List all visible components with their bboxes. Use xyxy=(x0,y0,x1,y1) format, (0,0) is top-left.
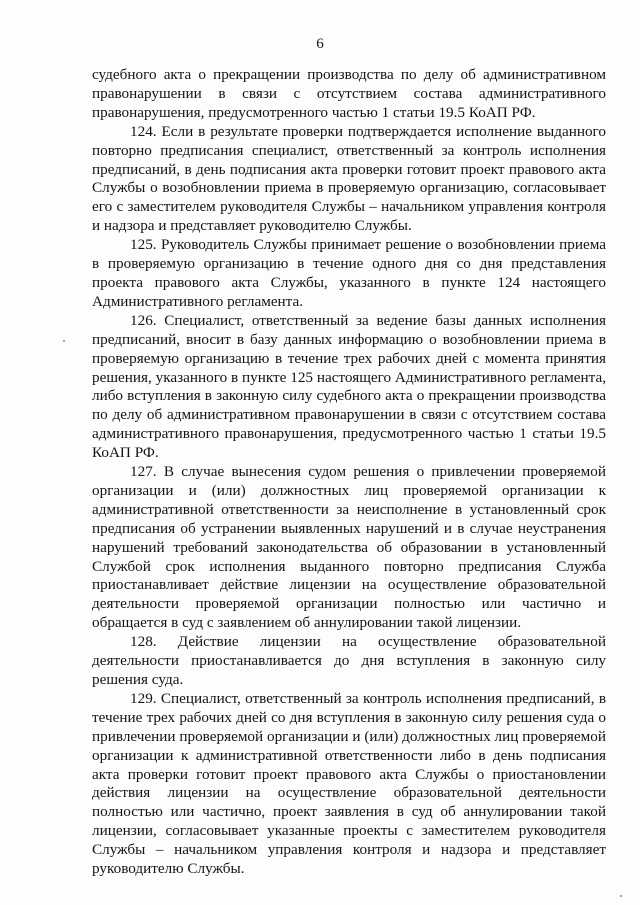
paragraph-126: 126. Специалист, ответственный за ведение базы данных исполнения предписаний, вносит в базу данных информацию о возобновлении приема в проверяемую организацию в течение трех рабочих дней с момента принятия решения, указанного в пункте 125 настоящего Административного регламента, либо вступления в законную силу судебного акта о прекращении производства по делу об административном правонарушении в связи с отсутствием состава административного правонарушения, предусмотренного частью 1 статьи 19.5 КоАП РФ. xyxy=(92,311,606,462)
paragraph-continuation: судебного акта о прекращении производства по делу об административном правонарушении в связи с отсутствием состава административного правонарушения, предусмотренного частью 1 статьи 19.5 КоАП РФ. xyxy=(92,66,606,121)
page-number: 6 xyxy=(316,36,324,52)
paragraph-128: 128. Действие лицензии на осуществление образовательной деятельности приостанавливается до дня вступления в законную силу решения суда. xyxy=(92,633,606,688)
paragraph-125: 125. Руководитель Службы принимает решение о возобновлении приема в проверяемую организацию в течение одного дня со дня представления проекта правового акта Службы, указанного в пункте 124 настоящего Административного регламента. xyxy=(92,236,606,310)
paragraph-129: 129. Специалист, ответственный за контроль исполнения предписаний, в течение трех рабочих дней со дня вступления в законную силу решения суда о привлечении проверяемой организации и (или) должностных лиц проверяемой организации к административной ответственности либо в день подписания акта проверки готовит проект правового акта Службы о приостановлении действия лицензии на осуществление образовательной деятельности полностью или частично, проект заявления в суд об аннулировании такой лицензии, согласовывает указанные проекты с заместителем руководителя Службы – начальником управления контроля и надзора и представляет руководителю Службы. xyxy=(92,689,606,878)
scan-speck xyxy=(63,340,65,342)
paragraph-124: 124. Если в результате проверки подтверждается исполнение выданного повторно предписания специалист, ответственный за контроль исполнения предписаний, в день подписания акта проверки готовит проект правового акта Службы о возобновлении приема в проверяемую организацию, согласовывает его с заместителем руководителя Службы – начальником управления контроля и надзора и представляет руководителю Службы. xyxy=(92,122,606,235)
document-body xyxy=(92,66,606,879)
paragraph-127: 127. В случае вынесения судом решения о привлечении проверяемой организации и (или) должностных лиц проверяемой организации к административной ответственности за неисполнение в установленный срок предписания об устранении выявленных нарушений и в случае неустранения нарушений требований законодательства об образовании в установленный Службой срок исполнения выданного повторно предписания Служба приостанавливает действие лицензии на осуществление образовательной деятельности проверяемой организации полностью или частично и обращается в суд с заявлением об аннулировании такой лицензии. xyxy=(92,463,606,632)
scan-speck xyxy=(620,895,622,897)
